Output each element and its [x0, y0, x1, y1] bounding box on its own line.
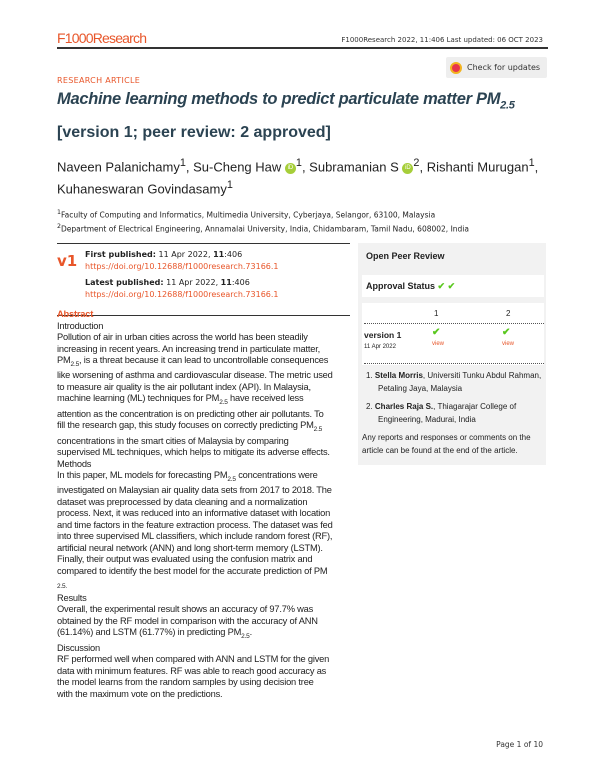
text-segment: compared to identify the best model for the accurate prediction of PM — [57, 565, 328, 576]
abstract-section-title: Results — [57, 592, 87, 603]
affiliation — [57, 221, 547, 236]
view-report-1-link[interactable]: view — [432, 341, 445, 347]
abstract-line — [57, 677, 547, 689]
first-doi-link[interactable]: https://doi.org/10.12688/f1000research.73166.1 — [85, 262, 279, 271]
author-name[interactable]: Naveen Palanichamy — [57, 159, 180, 175]
article-title — [57, 90, 515, 111]
reviewer-column-2: 2 — [506, 309, 511, 318]
text-segment: fill the research gap, this study focuses on correctly predicting PM — [57, 420, 314, 431]
subscript: 2.5 — [219, 399, 228, 407]
text-segment: concentrations were — [235, 470, 318, 481]
text-segment: investigated on Malaysian air quality data sets from 2017 to 2018. The — [57, 485, 332, 496]
text-segment: In this paper, ML models for forecasting PM — [57, 470, 228, 481]
view-report-2-link[interactable]: view — [502, 341, 515, 347]
text-segment: machine learning (ML) techniques for PM — [57, 393, 220, 404]
text-segment: process. Next, it was reduced into an informative dataset with location — [57, 508, 331, 519]
subscript: 2.5 — [241, 633, 250, 641]
abstract-line — [57, 604, 547, 616]
abstract-line — [57, 554, 547, 566]
affiliation-sup: 1 — [57, 208, 61, 216]
reviewer-affiliation: , Thiagarajar College of Engineering, Madurai, India — [378, 402, 517, 424]
affiliations — [57, 207, 547, 236]
latest-published — [85, 278, 250, 287]
first-published-volume: 11 — [213, 250, 225, 259]
text-segment: Pollution of air in urban cities across the world has been steadily — [57, 332, 308, 342]
text-segment: . — [249, 627, 252, 638]
article-type: RESEARCH ARTICLE — [57, 76, 141, 85]
check-icon: ✔ — [432, 327, 441, 338]
check-icon: ✔ — [437, 281, 446, 291]
open-peer-review-heading: Open Peer Review — [366, 251, 445, 261]
text-segment: Finally, their output was evaluated using the confusion matrix and — [57, 554, 313, 565]
text-segment: obtained by the RF model in comparison with the accuracy of ANN — [57, 615, 318, 626]
text-segment: dataset was preprocessed by data cleaning and a normalization — [57, 496, 308, 507]
abstract-line — [57, 654, 547, 666]
text-segment: supervised ML techniques, which helps to mitigate its adverse effects. — [57, 447, 330, 458]
version-date: 11 Apr 2022 — [364, 344, 396, 350]
abstract-line — [57, 689, 547, 701]
reviewer-number: 1. — [366, 371, 373, 380]
abstract-line — [57, 577, 547, 592]
affiliation — [57, 207, 547, 222]
citation-meta: F1000Research 2022, 11:406 Last updated: 06 OCT 2023 — [341, 36, 543, 44]
text-segment: data with minimum features. RF was able to reach good accuracy as — [57, 665, 327, 676]
text-segment: RF performed well when compared with ANN and LSTM for the given — [57, 654, 330, 665]
author-name[interactable]: Rishanti Murugan — [426, 159, 529, 175]
subscript: 2.5 — [227, 475, 236, 483]
author-separator: , — [301, 159, 310, 175]
subscript: 2.5. — [57, 583, 68, 591]
author-affiliation-sup: 1 — [179, 157, 186, 169]
first-published-date: 11 Apr 2022, — [158, 250, 214, 259]
abstract — [57, 309, 547, 700]
affiliation-text: Faculty of Computing and Informatics, Multimedia University, Cyberjaya, Selangor, 63100, Malaysia — [60, 210, 436, 220]
reviewer-column-1: 1 — [434, 309, 439, 318]
first-published-number: :406 — [224, 250, 243, 259]
panel-spacer — [355, 309, 547, 489]
text-segment: like worsening of asthma and cardiovascular disease. The metric used — [57, 370, 333, 381]
latest-published-date: 11 Apr 2022, — [166, 278, 221, 287]
affiliation-sup: 2 — [57, 223, 61, 231]
abstract-line — [57, 566, 547, 578]
text-segment: into three supervised ML classifiers, which include random forest (RF), — [57, 531, 333, 542]
author-block — [57, 154, 547, 236]
text-segment: with the maximum vote on the predictions. — [57, 688, 223, 699]
check-for-updates-label: Check for updates — [467, 63, 541, 72]
text-segment: and time factors in the feature extraction process. The dataset was fed — [57, 519, 333, 530]
author-affiliation-sup: 1 — [528, 157, 535, 169]
reviewer-number: 2. — [366, 402, 373, 411]
abstract-line — [57, 508, 547, 520]
subscript: 2.5 — [313, 426, 323, 434]
version-label: version 1 — [364, 330, 402, 340]
author-affiliation-sup: 2 — [413, 157, 420, 169]
text-segment: concentrations in the smart cities of Malaysia by comparing — [57, 435, 289, 446]
reviewer-name[interactable]: Charles Raja S. — [374, 402, 434, 411]
reviewer-name[interactable]: Stella Morris — [374, 371, 423, 380]
abstract-line — [57, 616, 547, 628]
author-separator: , — [419, 159, 427, 175]
latest-published-volume: 11 — [220, 278, 232, 287]
abstract-section-title: Introduction — [57, 320, 104, 331]
latest-doi-link[interactable]: https://doi.org/10.12688/f1000research.73166.1 — [85, 290, 279, 299]
latest-published-label: Latest published: — [85, 278, 164, 287]
text-segment: artificial neural network (ANN) and long short-term memory (LSTM). — [57, 542, 323, 553]
abstract-line — [57, 497, 547, 509]
subscript: 2.5 — [70, 360, 79, 368]
header-divider — [57, 47, 548, 49]
text-segment: , is a threat because it can lead to uncontrollable consequences — [78, 355, 329, 365]
title-subscript: 2.5 — [500, 99, 515, 112]
reviewer-affiliation: , Universiti Tunku Abdul Rahman, Petaling Jaya, Malaysia — [378, 371, 542, 393]
author-affiliation-sup: 1 — [295, 157, 302, 169]
abstract-line — [57, 520, 547, 532]
author-name[interactable]: Subramanian S — [309, 159, 399, 175]
first-published-label: First published: — [85, 250, 156, 259]
abstract-section-title: Methods — [57, 458, 92, 469]
text-segment: increasing in recent years. An increasing trend in particulate matter, — [57, 343, 320, 354]
text-segment: the model learns from the random samples by using decision tree — [57, 677, 314, 688]
text-segment: Overall, the experimental result shows an accuracy of 97.7% was — [57, 604, 314, 615]
approval-status — [362, 275, 544, 297]
check-icon: ✔ — [447, 281, 456, 291]
text-segment: attention as the concentration is on predicting other air pollutants. To — [57, 408, 324, 419]
text-segment: PM — [57, 355, 71, 365]
abstract-line — [57, 666, 547, 678]
text-segment: have received less — [227, 393, 304, 404]
page-number: Page 1 of 10 — [496, 740, 543, 749]
abstract-line — [57, 627, 547, 642]
author-separator: , — [185, 159, 194, 175]
first-published — [85, 250, 242, 259]
author-separator: , — [534, 159, 539, 175]
abstract-heading: Abstract — [57, 309, 94, 319]
abstract-line — [57, 543, 547, 555]
affiliation-text: Department of Electrical Engineering, Annamalai University, India, Chidambaram, Tamil Nadu, 608002, India — [60, 224, 469, 234]
orcid-icon[interactable]: iD — [285, 163, 296, 174]
text-segment: to measure air quality is the air pollutant index (API). In Malaysia, — [57, 381, 311, 392]
abstract-section-title: Discussion — [57, 642, 100, 653]
approval-status-label: Approval Status — [366, 281, 436, 291]
author-list — [57, 154, 547, 199]
author-name[interactable]: Kuhaneswaran Govindasamy — [57, 181, 227, 197]
publication-info — [57, 243, 350, 316]
check-for-updates-button[interactable] — [446, 57, 547, 78]
version-badge: v1 — [57, 252, 78, 270]
text-segment: (61.14%) and LSTM (61.77%) in predicting PM — [57, 627, 242, 638]
version-status: [version 1; peer review: 2 approved] — [57, 124, 331, 141]
author-name[interactable]: Su-Cheng Haw — [193, 159, 282, 175]
crossmark-icon — [450, 62, 462, 74]
title-text: Machine learning methods to predict particulate matter PM — [57, 90, 501, 108]
check-icon: ✔ — [502, 327, 511, 338]
author-affiliation-sup: 1 — [226, 179, 233, 192]
abstract-line — [57, 531, 547, 543]
orcid-icon[interactable]: iD — [402, 163, 413, 174]
f1000research-logo[interactable]: F1000Research — [57, 30, 147, 46]
reports-note: Any reports and responses or comments on the article can be found at the end of the article. — [362, 433, 531, 455]
latest-published-number: :406 — [231, 278, 250, 287]
